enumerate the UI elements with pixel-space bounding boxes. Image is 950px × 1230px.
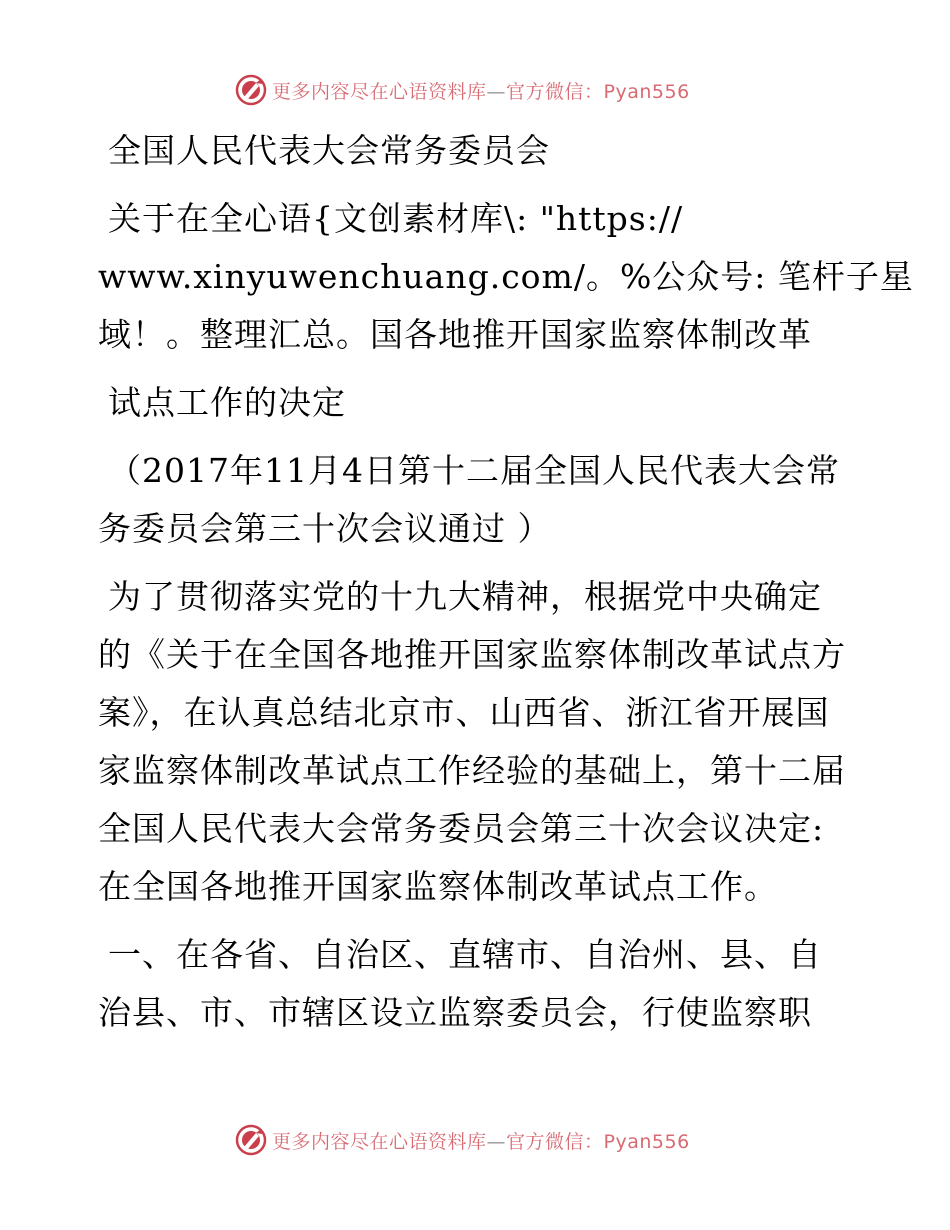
title-line: 域！。整理汇总。国各地推开国家监察体制改革	[98, 315, 812, 354]
paragraph-line: 全国人民代表大会常务委员会第三十次会议决定:	[98, 809, 825, 848]
watermark-id: Pyan556	[603, 1130, 690, 1153]
paragraph-line: 家监察体制改革试点工作经验的基础上，第十二届	[98, 751, 846, 790]
watermark-wechat: 官方微信：	[506, 1130, 604, 1153]
paragraph-line: 一、在各省、自治区、直辖市、自治州、县、自	[108, 935, 822, 974]
header-watermark	[234, 72, 690, 108]
paragraph-line: 治县、市、市辖区设立监察委员会，行使监察职	[98, 993, 812, 1032]
paragraph-line: 案》，在认真总结北京市、山西省、浙江省开展国	[98, 693, 830, 732]
watermark-wechat: 官方微信：	[506, 80, 604, 103]
pen-logo-icon	[234, 1123, 268, 1157]
title-line: www.xinyuwenchuang.com/。%公众号: 笔杆子星	[98, 257, 914, 296]
title-line: 试点工作的决定	[108, 383, 346, 422]
paragraph-line: 在全国各地推开国家监察体制改革试点工作。	[98, 867, 778, 906]
watermark-separator: —	[486, 80, 507, 103]
title-line: 关于在全心语{文创素材库\: "https://	[108, 199, 684, 238]
title-line: 全国人民代表大会常务委员会	[108, 131, 550, 170]
pen-logo-icon	[234, 73, 268, 107]
date-line: （2017年11月4日第十二届全国人民代表大会常	[108, 451, 840, 490]
watermark-id: Pyan556	[603, 80, 690, 103]
watermark-text	[272, 1127, 690, 1154]
document-body	[98, 122, 914, 1042]
watermark-text	[272, 77, 690, 104]
watermark-main: 更多内容尽在心语资料库	[272, 1130, 487, 1153]
date-line: 务委员会第三十次会议通过 ）	[98, 509, 552, 548]
footer-watermark	[234, 1122, 690, 1158]
watermark-separator: —	[486, 1130, 507, 1153]
paragraph-line: 的《关于在全国各地推开国家监察体制改革试点方	[98, 635, 846, 674]
paragraph-line: 为了贯彻落实党的十九大精神，根据党中央确定	[108, 577, 822, 616]
watermark-main: 更多内容尽在心语资料库	[272, 80, 487, 103]
